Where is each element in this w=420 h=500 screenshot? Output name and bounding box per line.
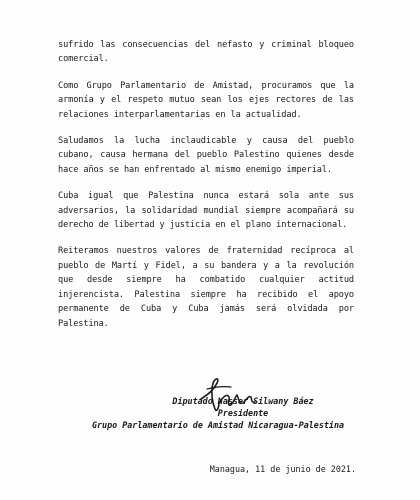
paragraph-solidarity: Cuba igual que Palestina nunca estará sola ante sus adversarios, la solidaridad mundial siempre acompañará su derecho de libertad y justicia en el plano internacional. [58,191,354,231]
paragraph-harmony: Como Grupo Parlamentario de Amistad, procuramos que la armonía y el respeto mutuo sean los ejes rectores de las relaciones interparlamentarias en la actualidad. [58,80,354,120]
paragraph-blockade: sufrido las consecuencias del nefasto y criminal bloqueo comercial. [58,40,354,65]
signatory-organization: Grupo Parlamentario de Amistad Nicaragua-Palestina [91,420,345,430]
paragraph-fraternity: Reiteramos nuestros valores de fraternidad recíproca al pueblo de Martí y Fidel, a su bandera y a la revolución que desde siempre ha combatido cualquier actitud injerencista. Palestina siempre ha recibido el apoyo permanente de Cuba y Cuba jamás será olvidada por Palestina. [58,246,354,329]
letter-body [58,38,354,343]
signatory-name: Diputado Nasser Silwany Báez [172,396,314,406]
signatory-role: Presidente [217,408,269,418]
paragraph-struggle: Saludamos la lucha inclaudicable y causa del pueblo cubano, causa hermana del pueblo Palestino quienes desde hace años se han enfrentado al mismo enemigo imperial. [58,136,354,175]
letter-date: Managua, 11 de junio de 2021. [209,464,356,474]
